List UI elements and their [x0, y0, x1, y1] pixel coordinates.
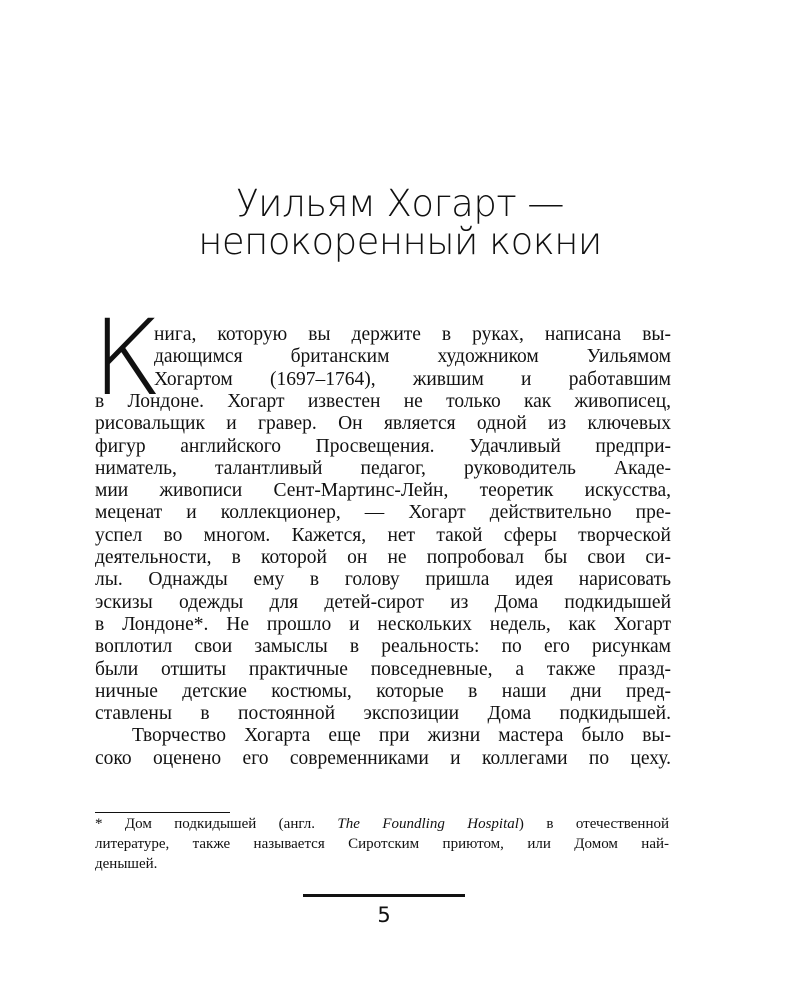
body-line-11: деятельности, в которой он не попробовал бы свои си- — [95, 547, 671, 568]
body-line-9: меценат и коллекционер, — Хогарт действительно пре- — [95, 502, 671, 523]
footnote-text-start: * Дом подкидышей (англ. — [95, 816, 338, 832]
body-line-17: ничные детские костюмы, которые в наши дни пред- — [95, 681, 671, 702]
footnote-line-2: литературе, также называется Сиротским приютом, или Домом най- — [95, 836, 669, 852]
body-line-12: лы. Однажды ему в голову пришла идея нарисовать — [95, 569, 671, 590]
body-line-5: рисовальщик и гравер. Он является одной из ключевых — [95, 413, 671, 434]
drop-cap: К — [92, 297, 163, 419]
body-line-14: в Лондоне*. Не прошло и нескольких недель, как Хогарт — [95, 614, 671, 635]
body-line-15: воплотил свои замыслы в реальность: по его рисункам — [95, 636, 671, 657]
footnote-separator — [95, 812, 230, 813]
footnote-italic-term: The Foundling Hospital — [337, 816, 519, 832]
footnote-text-end: ) в отечественной — [518, 816, 669, 832]
body-line-10: успел во многом. Кажется, нет такой сферы творческой — [95, 525, 671, 546]
chapter-title-line-1: Уильям Хогарт — — [236, 182, 564, 225]
body-line-2: дающимся британским художником Уильямом — [154, 346, 671, 367]
body-line-8: мии живописи Сент-Мартинс-Лейн, теоретик искусства, — [95, 480, 671, 501]
body-line-7: ниматель, талантливый педагог, руководитель Акаде- — [95, 458, 671, 479]
body-line-3: Хогартом (1697–1764), жившим и работавшим — [154, 369, 671, 390]
page-number-rule — [303, 894, 465, 897]
body-line-1: нига, которую вы держите в руках, написана вы- — [154, 324, 671, 345]
body-line-19: Творчество Хогарта еще при жизни мастера было вы- — [132, 725, 671, 746]
body-line-16: были отшиты практичные повседневные, а также празд- — [95, 659, 671, 680]
body-line-6: фигур английского Просвещения. Удачливый предпри- — [95, 436, 671, 457]
footnote-line-3: денышей. — [95, 856, 158, 872]
page-number: 5 — [377, 903, 391, 927]
body-line-18: ставлены в постоянной экспозиции Дома подкидышей. — [95, 703, 671, 724]
body-line-13: эскизы одежды для детей-сирот из Дома подкидышей — [95, 592, 671, 613]
body-line-20: соко оценено его современниками и коллегами по цеху. — [95, 748, 671, 769]
body-line-4: в Лондоне. Хогарт известен не только как живописец, — [95, 391, 671, 412]
chapter-title-line-2: непокоренный кокни — [198, 220, 602, 263]
footnote-line-1 — [95, 814, 669, 834]
